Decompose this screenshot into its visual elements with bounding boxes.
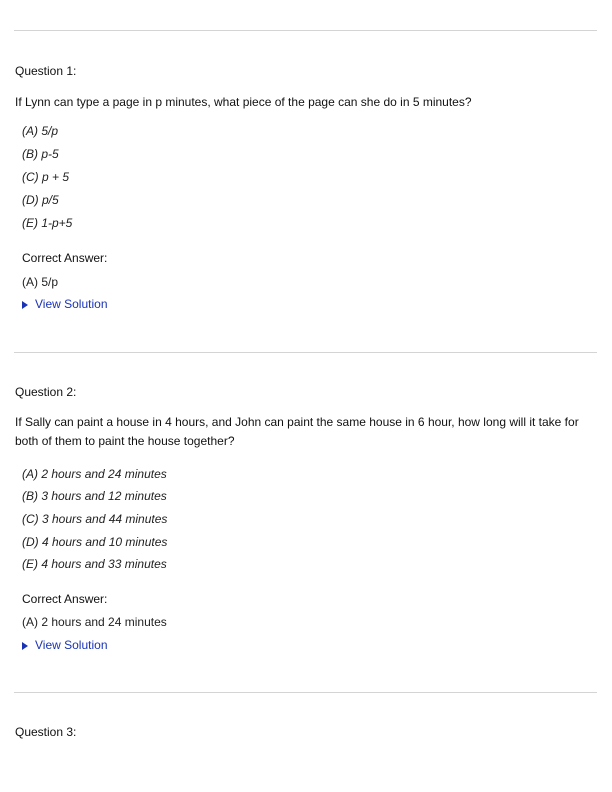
answer-option: (A) 2 hours and 24 minutes (22, 467, 167, 481)
question-text: If Sally can paint a house in 4 hours, and John can paint the same house in 6 hour, how long will it take for both of them to paint the house together? (15, 415, 579, 448)
answer-options (22, 124, 72, 239)
correct-answer-value: (A) 2 hours and 24 minutes (22, 615, 167, 629)
answer-options (22, 467, 167, 580)
view-solution-label: View Solution (35, 297, 108, 311)
correct-answer-label: Correct Answer: (22, 592, 108, 606)
answer-option: (C) 3 hours and 44 minutes (22, 512, 168, 526)
question-heading: Question 2: (15, 385, 77, 399)
answer-option: (E) 1-p+5 (22, 216, 73, 230)
section-divider (14, 692, 597, 693)
answer-option: (D) p/5 (22, 193, 59, 207)
question-text: If Lynn can type a page in p minutes, what piece of the page can she do in 5 minutes? (15, 95, 472, 109)
triangle-right-icon (22, 642, 28, 650)
answer-option: (C) p + 5 (22, 170, 70, 184)
answer-option: (B) 3 hours and 12 minutes (22, 489, 167, 503)
view-solution-toggle[interactable] (22, 297, 108, 312)
answer-option: (D) 4 hours and 10 minutes (22, 535, 168, 549)
view-solution-toggle[interactable] (22, 638, 108, 653)
correct-answer-value: (A) 5/p (22, 275, 59, 289)
section-divider (14, 352, 597, 353)
question-heading: Question 1: (15, 64, 77, 78)
view-solution-label: View Solution (35, 638, 108, 652)
answer-option: (E) 4 hours and 33 minutes (22, 557, 167, 571)
question-heading: Question 3: (15, 725, 77, 739)
correct-answer-label: Correct Answer: (22, 251, 108, 265)
answer-option: (B) p-5 (22, 147, 59, 161)
section-divider (14, 30, 597, 31)
answer-option: (A) 5/p (22, 124, 59, 138)
triangle-right-icon (22, 301, 28, 309)
